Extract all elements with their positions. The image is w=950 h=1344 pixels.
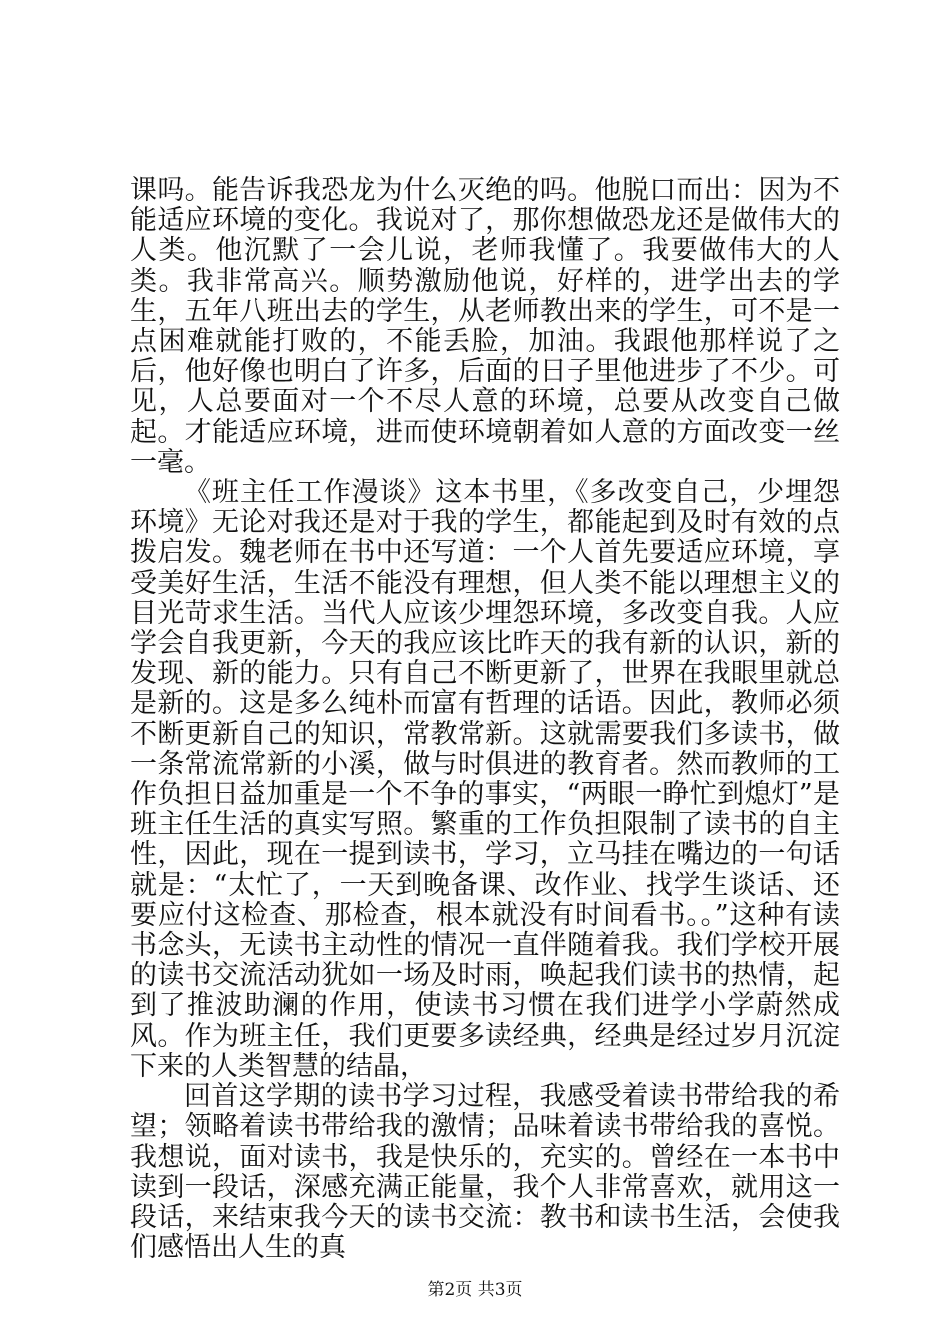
paragraph-2: 《班主任工作漫谈》这本书里，《多改变自己，少埋怨环境》无论对我还是对于我的学生，都能起到及时有效的点拨启发。魏老师在书中还写道：一个人首先要适应环境，享受美好生活，生活不能没有理想，但人类不能以理想主义的目光苛求生活。当代人应该少埋怨环境，多改变自我。人应学会自我更新，今天的我应该比昨天的我有新的认识，新的发现、新的能力。只有自己不断更新了，世界在我眼里就总是新的。这是多么纯朴而富有哲理的话语。因此，教师必须不断更新自己的知识，常教常新。这就需要我们多读书，做一条常流常新的小溪，做与时俱进的教育者。然而教师的工作负担日益加重是一个不争的事实，“两眼一睁忙到熄灯”是班主任生活的真实写照。繁重的工作负担限制了读书的自主性，因此，现在一提到读书，学习，立马挂在嘴边的一句话就是：“太忙了，一天到晚备课、改作业、找学生谈话、还要应付这检查、那检查，根本就没有时间看书。。”这种有读书念头，无读书主动性的情况一直伴随着我。我们学校开展的读书交流活动犹如一场及时雨，唤起我们读书的热情，起到了推波助澜的作用，使读书习惯在我们进学小学蔚然成风。作为班主任，我们更要多读经典，经典是经过岁月沉淀下来的人类智慧的结晶， [130,477,840,1082]
paragraph-1: 课吗。能告诉我恐龙为什么灭绝的吗。他脱口而出：因为不能适应环境的变化。我说对了，那你想做恐龙还是做伟大的人类。他沉默了一会儿说，老师我懂了。我要做伟大的人类。我非常高兴。顺势激励他说，好样的，进学出去的学生，五年八班出去的学生，从老师教出来的学生，可不是一点困难就能打败的，不能丢脸，加油。我跟他那样说了之后，他好像也明白了许多，后面的日子里他进步了不少。可见，人总要面对一个不尽人意的环境，总要从改变自己做起。才能适应环境，进而使环境朝着如人意的方面改变一丝一毫。 [130,175,840,478]
body-text [130,176,840,1263]
page-footer: 第2页 共3页 [427,1280,523,1300]
paragraph-3: 回首这学期的读书学习过程，我感受着读书带给我的希望；领略着读书带给我的激情；品味着读书带给我的喜悦。我想说，面对读书，我是快乐的，充实的。曾经在一本书中读到一段话，深感充满正能量，我个人非常喜欢，就用这一段话，来结束我今天的读书交流：教书和读书生活，会使我们感悟出人生的真 [130,1081,840,1264]
